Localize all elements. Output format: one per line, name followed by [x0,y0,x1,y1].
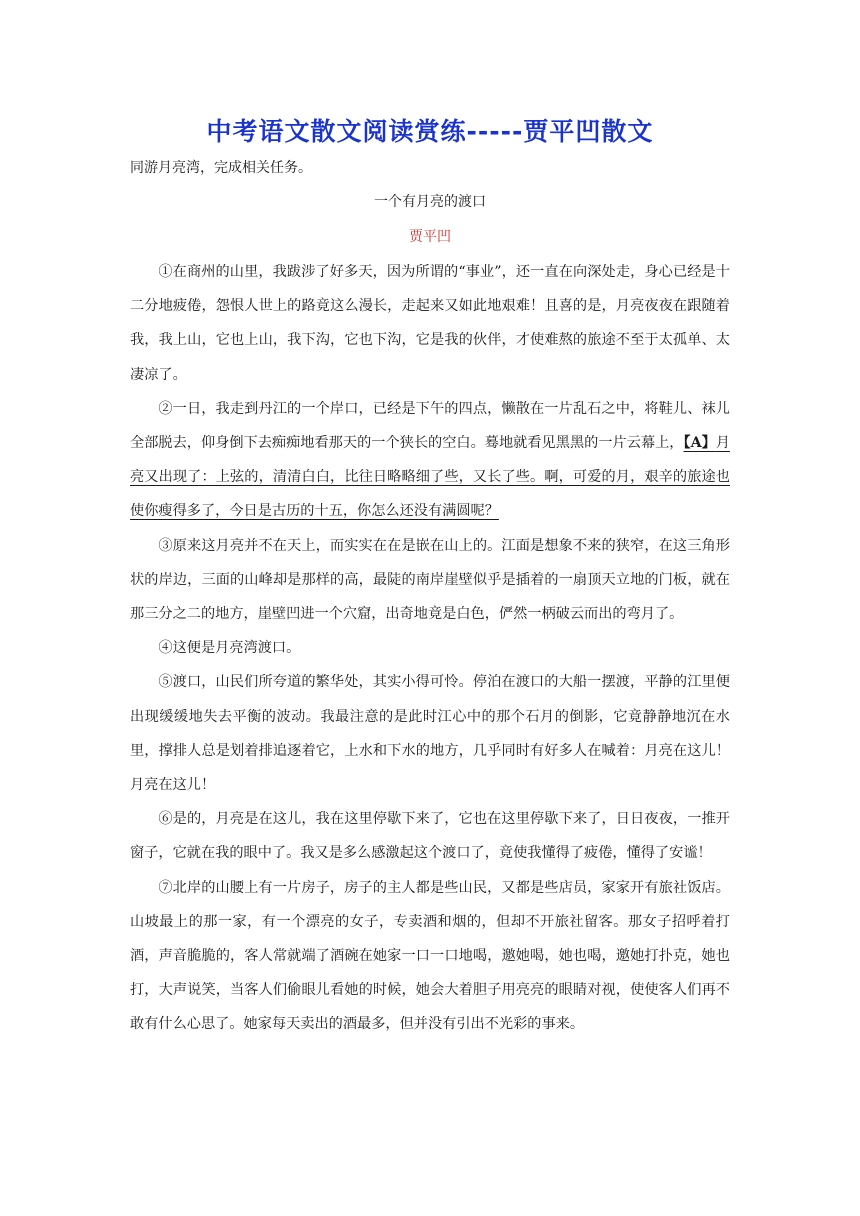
paragraph-3: ③原来这月亮并不在天上，而实实在在是嵌在山上的。江面是想象不来的狭窄，在这三角形状的岸边，三面的山峰却是那样的高，最陡的南岸崖壁似乎是插着的一扇顶天立地的门板，就在那三分之二的地方，崖壁凹进一个穴窟，出奇地竟是白色，俨然一柄破云而出的弯月了。 [130,537,730,623]
paragraph-2-lead: ②一日，我走到丹江的一个岸口，已经是下午的四点，懒散在一片乱石之中，将鞋儿、袜儿全部脱去，仰身倒下去痴痴地看那天的一个狭长的空白。蓦地就看见黑黑的一片云幕上， [130,400,730,452]
essay-author: 贾平凹 [409,229,451,245]
paragraph-1: ①在商州的山里，我跋涉了好多天，因为所谓的“事业”，还一直在向深处走，身心已经是十二分地疲倦，怨恨人世上的路竟这么漫长，走起来又如此地艰难！且喜的是，月亮夜夜在跟随着我，我上山，它也上山，我下沟，它也下沟，它是我的伙伴，才使难熬的旅途不至于太孤单、太凄凉了。 [130,264,730,383]
essay-title: 一个有月亮的渡口 [374,194,486,210]
paragraph-4: ④这便是月亮湾渡口。 [158,640,301,657]
document-title: 中考语文散文阅读赏练-----贾平凹散文 [206,117,654,146]
paragraph-6: ⑥是的，月亮是在这儿，我在这里停歇下来了，它也在这里停歇下来了，日日夜夜，一推开窗子，它就在我的眼中了。我又是多么感激起这个渡口了，竟使我懂得了疲倦，懂得了安谧！ [130,811,730,862]
paragraph-5: ⑤渡口，山民们所夸道的繁华处，其实小得可怜。停泊在渡口的大船一摆渡，平静的江里便出现缓缓地失去平衡的波动。我最注意的是此时江心中的那个石月的倒影，它竟静静地沉在水里，撑排人总是划着排追逐着它，上水和下水的地方，几乎同时有好多人在喊着：月亮在这儿！月亮在这儿！ [130,674,730,794]
paragraph-2 [130,392,730,529]
marker-a: 【A】 [683,435,716,452]
underlined-text-a: 月亮又出现了：上弦的，清清白白，比往日略略细了些，又长了些。啊，可爱的月，艰辛的旅途也使你瘦得多了，今日是古历的十五，你怎么还没有满圆呢？ [130,435,730,520]
paragraph-7: ⑦北岸的山腰上有一片房子，房子的主人都是些山民，又都是些店员，家家开有旅社饭店。山坡最上的那一家，有一个漂亮的女子，专卖酒和烟的，但却不开旅社留客。那女子招呼着打酒，声音脆脆的，客人常就端了酒碗在她家一口一口地喝，邀她喝，她也喝，邀她打扑克，她也打，大声说笑，当客人们偷眼儿看她的时候，她会大着胆子用亮亮的眼睛对视，使使客人们再不敢有什么心思了。她家每天卖出的酒最多，但并没有引出不光彩的事来。 [130,879,730,1033]
essay-body [130,255,730,1042]
task-instruction: 同游月亮湾，完成相关任务。 [130,160,312,176]
